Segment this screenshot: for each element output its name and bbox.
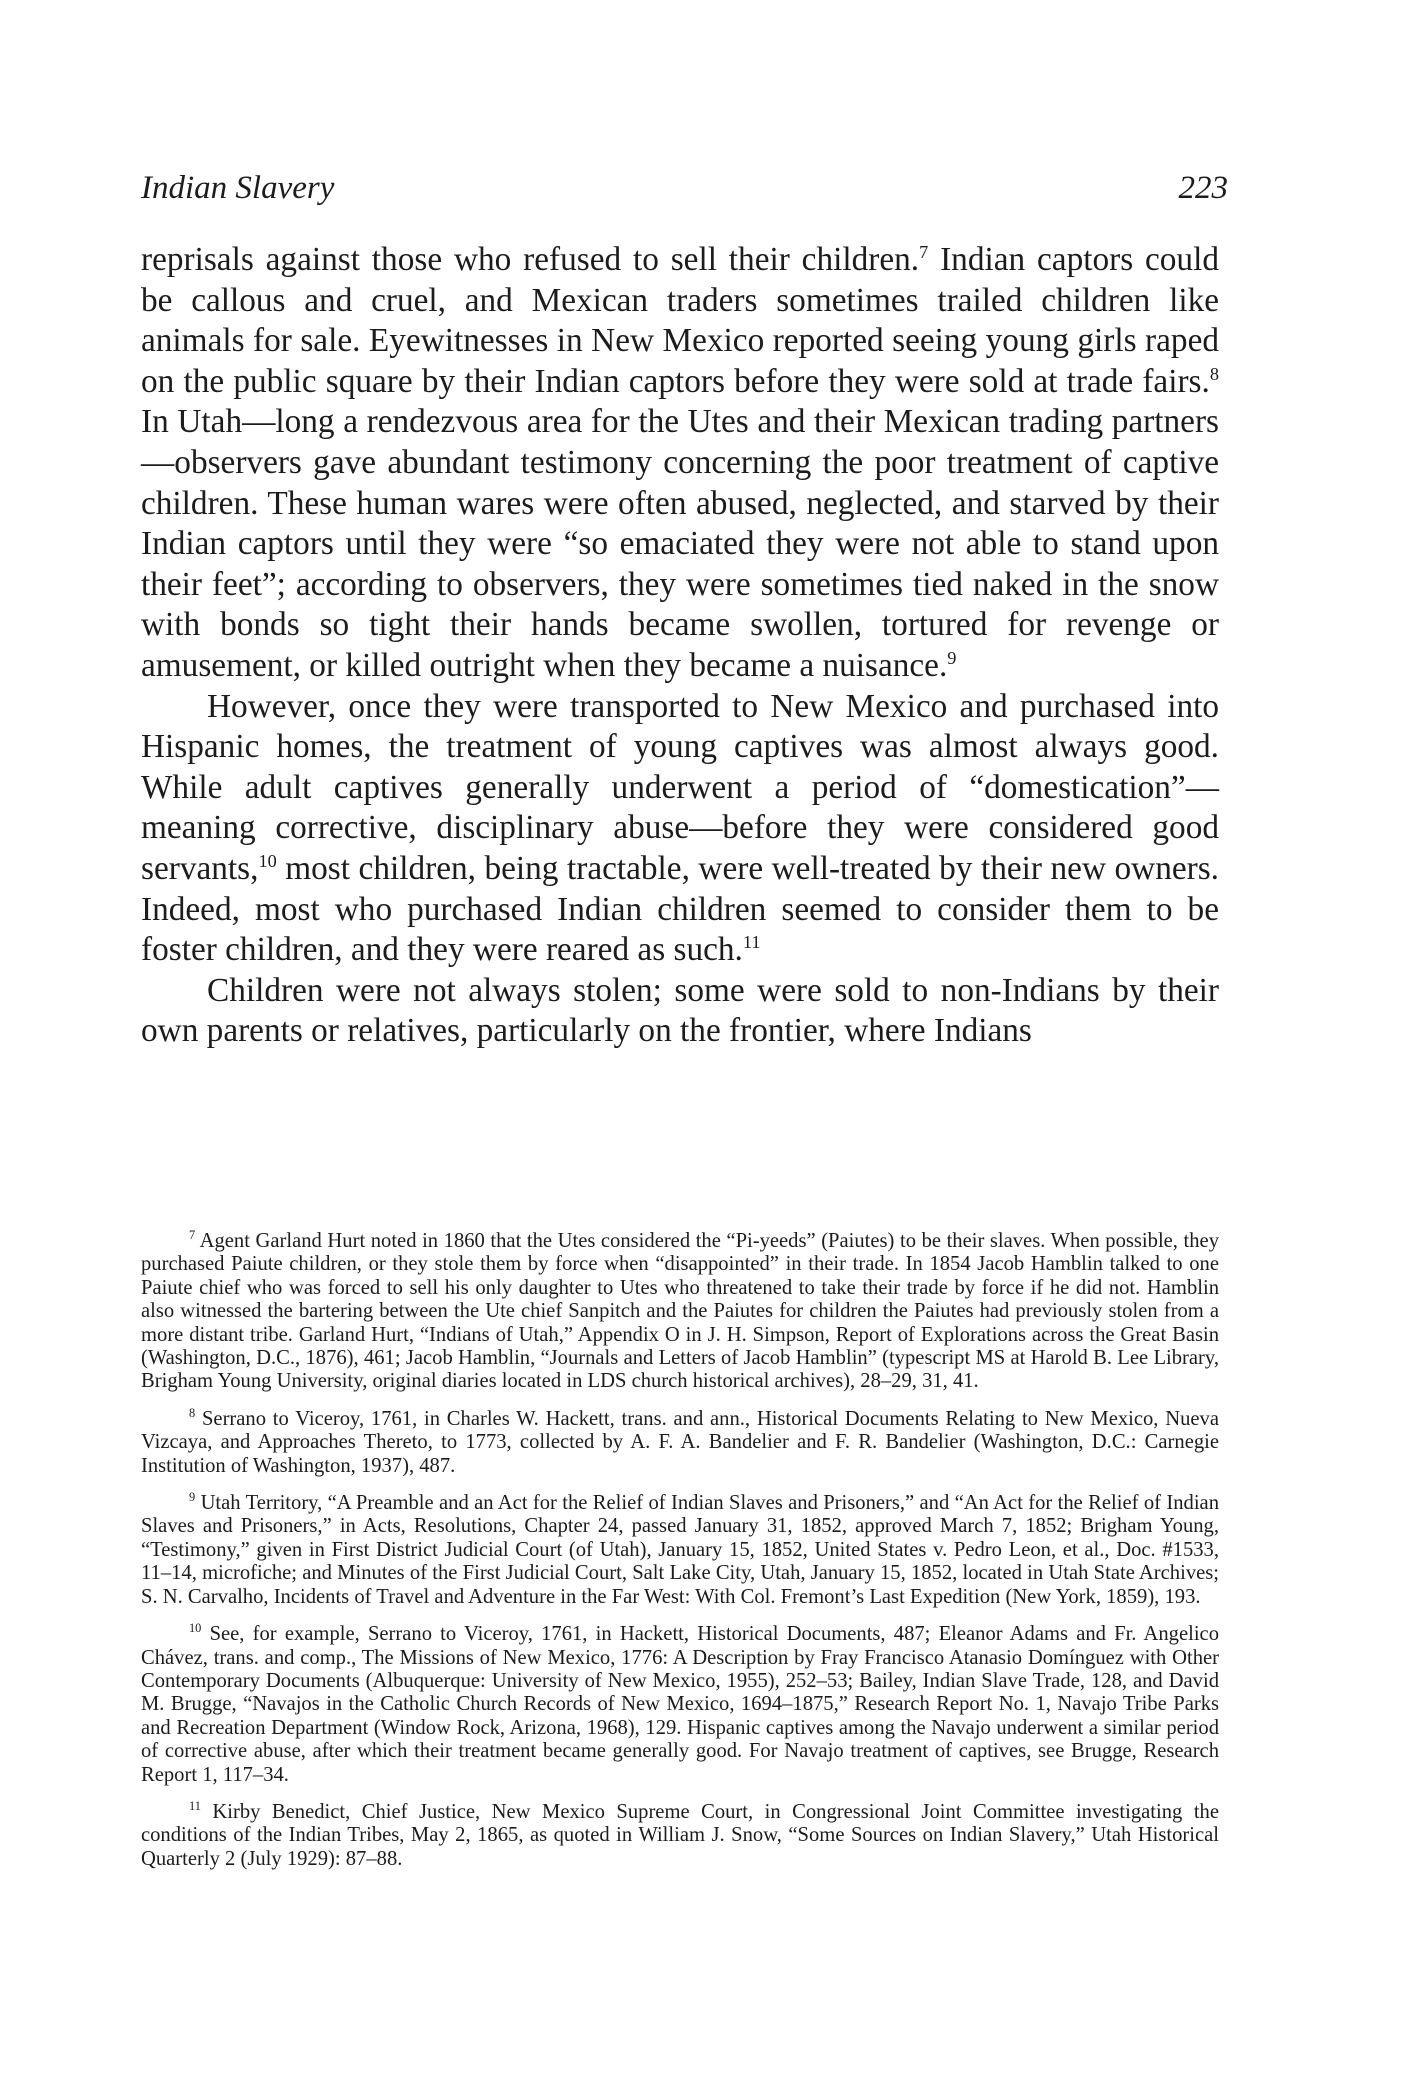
paragraph-3 [141, 971, 1219, 1052]
footnote-ref: 8 [1209, 363, 1219, 384]
running-title: Indian Slavery [141, 170, 335, 206]
footnote-8 [141, 1405, 1219, 1478]
footnote-ref: 9 [947, 647, 957, 668]
footnote-ref: 11 [742, 932, 761, 952]
paragraph-text: Children were not always stolen; some were sold to non-Indians by their own parents or relatives, particularly on the frontier, where Indians [141, 971, 1219, 1050]
paragraph-text: reprisals against those who refused to sell their children. [141, 241, 920, 278]
footnote-text: Kirby Benedict, Chief Justice, New Mexico Supreme Court, in Congressional Joint Committee investigating the conditions of the Indian Tribes, May 2, 1865, as quoted in William J. Snow, “Some Sources on Indian Slavery,” Utah Historical Quarterly 2 (July 1929): 87–88. [141, 1800, 1219, 1870]
paragraph-text: However, once they were transported to New Mexico and purchased into Hispanic homes, the treatment of young captives was almost always good. While adult captives generally underwent a period of “domestication”—meaning corrective, disciplinary abuse—before they were considered good servants, [141, 687, 1219, 887]
page-number: 223 [1178, 170, 1228, 206]
footnote-10 [141, 1623, 1219, 1787]
footnote-ref: 7 [919, 241, 929, 262]
paragraph-1 [141, 240, 1219, 687]
footnotes [141, 1230, 1219, 1885]
paragraph-text: most children, being tractable, were well-treated by their new owners. Indeed, most who purchased Indian children seemed to consider them to be foster children, and they were reared as such. [141, 849, 1219, 969]
paragraph-2 [141, 687, 1219, 971]
footnote-text: Utah Territory, “A Preamble and an Act for the Relief of Indian Slaves and Prisoners,” and “An Act for the Relief of Indian Slaves and Prisoners,” in Acts, Resolutions, Chapter 24, passed January 31, 1852, approved March 7, 1852; Brigham Young, “Testimony,” given in First District Judicial Court (of Utah), January 15, 1852, United States v. Pedro Leon, et al., Doc. #1533, 11–14, microfiche; and Minutes of the First Judicial Court, Salt Lake City, Utah, January 15, 1852, located in Utah State Archives; S. N. Carvalho, Incidents of Travel and Adventure in the Far West: With Col. Fremont’s Last Expedition (New York, 1859), 193. [141, 1492, 1219, 1608]
footnote-9 [141, 1492, 1219, 1609]
footnote-number: 8 [189, 1405, 196, 1420]
body-text [141, 240, 1219, 1052]
footnote-ref: 10 [258, 850, 277, 871]
paragraph-text: Indian captors could be callous and cruel, and Mexican traders sometimes trailed children like animals for sale. Eyewitnesses in New Mexico reported seeing young girls raped on the public square by their Indian captors before they were sold at trade fairs. [141, 241, 1219, 400]
footnote-text: Agent Garland Hurt noted in 1860 that the Utes considered the “Pi-yeeds” (Paiutes) to be their slaves. When possible, they purchased Paiute children, or they stole them by force when “disappointed” in their trade. In 1854 Jacob Hamblin talked to one Paiute chief who was forced to sell his only daughter to Utes who threatened to take their trade by force if he did not. Hamblin also witnessed the bartering between the Ute chief Sanpitch and the Paiutes for children the Paiutes had previously stolen from a more distant tribe. Garland Hurt, “Indians of Utah,” Appendix O in J. H. Simpson, Report of Explorations across the Great Basin (Washington, D.C., 1876), 461; Jacob Hamblin, “Journals and Letters of Jacob Hamblin” (typescript MS at Harold B. Lee Library, Brigham Young University, original diaries located in LDS church historical archives), 28–29, 31, 41. [141, 1230, 1219, 1393]
footnote-number: 10 [189, 1621, 202, 1636]
footnote-text: See, for example, Serrano to Viceroy, 1761, in Hackett, Historical Documents, 487; Eleanor Adams and Fr. Angelico Chávez, trans. and comp., The Missions of New Mexico, 1776: A Description by Fray Francisco Atanasio Domínguez with Other Contemporary Documents (Albuquerque: University of New Mexico, 1955), 252–53; Bailey, Indian Slave Trade, 128, and David M. Brugge, “Navajos in the Catholic Church Records of New Mexico, 1694–1875,” Research Report No. 1, Navajo Tribe Parks and Recreation Department (Window Rock, Arizona, 1968), 129. Hispanic captives among the Navajo underwent a similar period of corrective abuse, after which their treatment became generally good. For Navajo treatment of captives, see Brugge, Research Report 1, 117–34. [141, 1623, 1219, 1786]
footnote-number: 9 [189, 1490, 196, 1505]
footnote-text: Serrano to Viceroy, 1761, in Charles W. Hackett, trans. and ann., Historical Documents Relating to New Mexico, Nueva Vizcaya, and Approaches Thereto, to 1773, collected by A. F. A. Bandelier and F. R. Bandelier (Washington, D.C.: Carnegie Institution of Washington, 1937), 487. [141, 1407, 1219, 1477]
footnote-7 [141, 1230, 1219, 1394]
paragraph-text: In Utah—long a rendezvous area for the Utes and their Mexican trading partners—observers gave abundant testimony concerning the poor treatment of captive children. These human wares were often abused, neglected, and starved by their Indian captors until they were “so emaciated they were not able to stand upon their feet”; according to observers, they were sometimes tied naked in the snow with bonds so tight their hands became swollen, tortured for revenge or amusement, or killed outright when they became a nuisance. [141, 403, 1219, 684]
footnote-11 [141, 1801, 1219, 1871]
footnote-number: 7 [189, 1228, 196, 1243]
footnote-number: 11 [189, 1799, 201, 1814]
